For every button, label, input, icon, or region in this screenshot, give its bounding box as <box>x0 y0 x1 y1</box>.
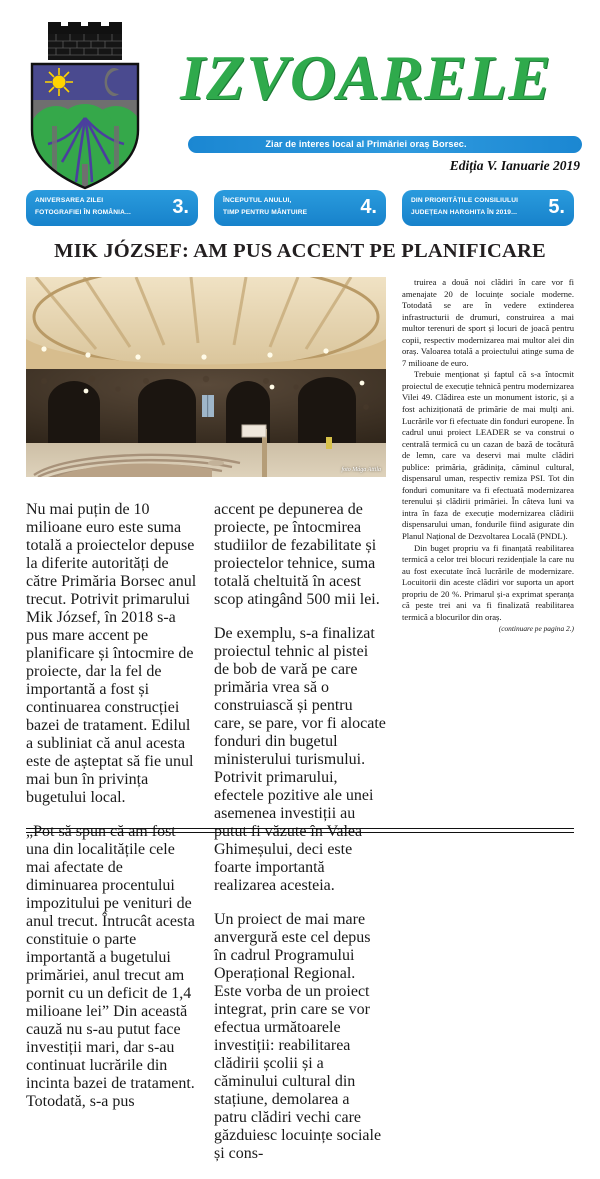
article-headline: MIK JÓZSEF: AM PUS ACCENT PE PLANIFICARE <box>54 240 546 262</box>
paragraph: accent pe depunerea de proiecte, pe întocmirea studiilor de fezabilitate și proiectelor tehnice, suma totală cheltuită în acest scop atingând 500 mii lei. <box>214 501 380 608</box>
paragraph: Trebuie menționat și faptul că s-a întocmit proiectul de execuție tehnică pentru modernizarea Vilei 49. Clădirea este un monument istoric, și a fost achiziționată de primărie de mai mulți ani. Lucrările vor fi efectuate din fonduri europene. În cadrul unui proiect LEADER se va construi o centrală termică cu un cazan de bază de tocătură de lemn, care va deservi mai multe clădiri publice: primăria, grădinița, căminul cultural, dispensarul uman, respectiv remiza PSI. Tot din fonduri comunitare va fi efectuată modernizarea terenului și clădirii primăriei. În câteva luni va intra în faza de execuție modernizarea clădirii dispensarului uman, fondurile fiind asigurate din Planul Național de Dezvoltarea Locală (PNDL). <box>402 369 574 542</box>
teaser-line-2b: TIMP PENTRU MÂNTUIRE <box>223 208 308 216</box>
paragraph: „Pot să spun că am fost una din localitățile cele mai afectate de diminuarea procentului impozitului pe venituri de anul trecut. Întrucât acesta constituie o parte importantă a bugetului primăriei, anul trecut am pornit cu un deficit de 1,4 milioane lei” Din această cauză nu s-au putut face investiții mari, dar s-au continuat lucrările din incinta bazei de tratament. Totodată, s-a pus <box>26 823 195 1110</box>
paragraph: truirea a două noi clădiri în care vor fi amenajate 20 de locuințe sociale moderne. Totodată se are în vedere extinderea infrastructurii de drumuri, construirea a mai multor terenuri de sport și locuri de joacă pentru copii, respectiv modernizarea mai multor alei din oraș. Valoarea totală a proiectului atinge suma de 7 milioane de euro. <box>402 277 574 368</box>
teaser-line-3b: JUDEȚEAN HARGHITA ÎN 2019... <box>411 208 518 216</box>
teaser-page-number-1: 3. <box>172 196 189 218</box>
teaser-item-2[interactable] <box>214 190 386 226</box>
teaser-text-1 <box>35 195 168 218</box>
paragraph: Din buget propriu va fi finanțată reabilitarea termică a celor trei blocuri rezidențiale la care nu au fost executate încă lucrările de modernizare. Locuitorii din aceste clădiri vor suporta un aport propriu de 20 %. Primarul și-a exprimat speranța că peste trei ani va fi finalizată reabilitarea termică a blocurilor din oraș. <box>402 542 574 622</box>
masthead-title-zone <box>150 30 582 180</box>
page-title: IZVOARELE <box>180 42 552 113</box>
article-photo <box>26 277 386 477</box>
article-column-3 <box>402 277 574 635</box>
article-body <box>26 277 574 1162</box>
paragraph: Nu mai puțin de 10 milioane euro este suma totală a proiectelor depuse la diferite autorități de către Primăria Borsec anul trecut. Potrivit primarului Mik József, în 2018 s-a pus mare accent pe planificare și întocmire de proiecte, dar la fel de importantă a fost și continuarea construcției bazei de tratament. Edilul a subliniat că anul acesta este de așteptat să fie unul mai bun în privința bugetului local. <box>26 501 197 806</box>
bottom-divider <box>26 828 574 833</box>
teaser-bar <box>26 190 574 226</box>
coat-of-arms-icon <box>26 22 144 190</box>
teaser-line-3a: DIN PRIORITĂȚILE CONSILIULUI <box>411 197 519 204</box>
teaser-text-2 <box>223 195 356 218</box>
teaser-line-2a: ÎNCEPUTUL ANULUI, <box>223 197 292 204</box>
teaser-item-3[interactable] <box>402 190 574 226</box>
teaser-line-1b: FOTOGRAFIEI ÎN ROMÂNIA... <box>35 208 131 216</box>
article-column-1 <box>26 485 198 1127</box>
teaser-text-3 <box>411 195 544 218</box>
photo-credit: foto Mága Attila <box>341 467 381 473</box>
paragraph: De exemplu, s-a finalizat proiectul tehnic al pistei de bob de vară pe care primăria vrea să o construiască și pentru care, se pare, vor fi alocate fonduri din bugetul ministerului turismului. Potrivit primarului, efectele pozitive ale unei asemenea investiții au putut fi văzute în Valea Ghimeșului, deci este foarte importantă realizarea acesteia. <box>214 625 386 894</box>
masthead <box>0 0 600 178</box>
continuation-note: (continuare pe pagina 2.) <box>498 624 574 634</box>
teaser-item-1[interactable] <box>26 190 198 226</box>
paragraph: Un proiect de mai mare anvergură este cel depus în cadrul Programului Operațional Regional. Este vorba de un proiect integrat, prin care se vor efectua următoarele investiții: reabilitarea clădirii școlii și a căminului cultural din stațiune, demolarea a patru clădiri vechi care găzduiesc locuințe sociale și cons- <box>214 911 382 1162</box>
teaser-page-number-2: 4. <box>360 196 377 218</box>
edition-label: Ediția V. Ianuarie 2019 <box>449 158 580 173</box>
teaser-line-1a: ANIVERSAREA ZILEI <box>35 197 104 204</box>
tagline: Ziar de interes local al Primăriei oraș Borsec. <box>265 139 467 149</box>
teaser-page-number-3: 5. <box>548 196 565 218</box>
